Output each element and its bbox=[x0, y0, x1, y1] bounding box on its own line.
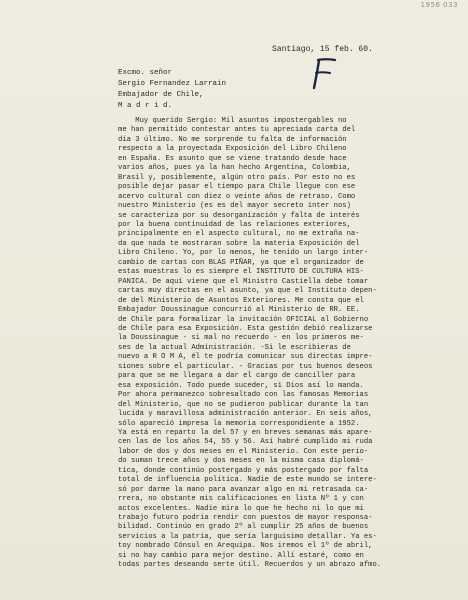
body-line: varios años, pues ya la han hecho Argentina, Colombia, bbox=[118, 164, 351, 173]
body-line: esa exposición. Todo puede suceder, si Dios así lo manda. bbox=[118, 381, 364, 390]
body-line: Ya está en reparto la del 57 y en breves semanas más apare- bbox=[118, 428, 373, 437]
body-line: actos excelentes. Nadie mira lo que he hecho ni lo que mi bbox=[118, 504, 364, 513]
body-line: nuestro Ministerio (es es del mayor secreto inter nos) bbox=[118, 202, 351, 211]
body-line: todas partes deseando serte útil. Recuerdos y un abrazo afmo. bbox=[118, 561, 382, 570]
body-line: por la buena continuidad de las relaciones exteriores, bbox=[118, 220, 351, 229]
body-line: PANICA. De aquí viene que el Ministro Castiella debe tomar bbox=[118, 277, 369, 286]
body-line: tica, donde continúo postergado y más postergado por falta bbox=[118, 466, 369, 475]
body-line: posible dejar pasar el tiempo para Chile llegue con ese bbox=[118, 183, 356, 192]
body-line: Muy querido Sergio: Mil asuntos impostergables no bbox=[118, 117, 347, 125]
body-line: para que se me llegara a dar el cargo de canciller para bbox=[118, 372, 356, 381]
body-line: ses de la actual Administración. -Si le escribieras de bbox=[118, 343, 351, 352]
letter-date: Santiago, 15 feb. 60. bbox=[272, 45, 373, 54]
body-line: rrera, no obstante mis calificaciones en lista Nº 1 y con bbox=[118, 495, 364, 504]
address-line: Sergio Fernandez Larrain bbox=[118, 80, 227, 88]
body-line: nuevo a R O M A, él te podría comunicar sus directas impre- bbox=[118, 353, 373, 362]
letter-body bbox=[118, 117, 381, 571]
body-line: día 3 último. No me sorprende tu falta de información bbox=[118, 135, 347, 144]
body-line: si no hay cambio para mejor destino. Allí estaré, como en bbox=[118, 551, 364, 560]
address-line: M a d r i d. bbox=[118, 102, 173, 110]
address-line: Embajador de Chile, bbox=[118, 91, 204, 99]
body-line: bilidad. Continúo en grado 2º al cumplir 25 años de buenos bbox=[118, 523, 369, 532]
body-line: Libro Chileno. Yo, por lo menos, he tenido un largo inter- bbox=[118, 249, 369, 258]
body-line: cartas muy directas en el asunto, ya que el Instituto depen- bbox=[118, 287, 377, 296]
body-line: da que nada te mostraran sobre la materia Exposición del bbox=[118, 239, 360, 248]
body-line: la Doussinague - si mal no recuerdo - en los primeros me- bbox=[118, 334, 364, 343]
body-line: me han permitido contestar antes tu apreciada carta del bbox=[118, 126, 356, 135]
recipient-address-block bbox=[118, 68, 226, 112]
body-line: de Chile para formalizar la invitación OFICIAL al Gobierno bbox=[118, 315, 369, 324]
body-line: servicios a la patria, que sería larguísimo detallar. Ya es- bbox=[118, 532, 377, 541]
body-line: en España. Es asunto que se viene tratando desde hace bbox=[118, 154, 347, 163]
body-line: só por darme la mano para avanzar algo en mi retrasada ca- bbox=[118, 485, 369, 494]
body-line: lucida y maravillosa administración anterior. En seis años, bbox=[118, 410, 373, 419]
body-line: estas muestras lo es siempre el INSTITUTO DE CULTURA HIS- bbox=[118, 268, 364, 277]
address-line: Excmo. señor bbox=[118, 69, 173, 77]
body-line: do suman trece años y dos meses en la misma casa diplomá- bbox=[118, 457, 364, 466]
body-line: respecto a la proyectada Exposición del Libro Chileno bbox=[118, 145, 347, 154]
body-line: acervo cultural con diez o veinte años de retraso. Como bbox=[118, 192, 356, 201]
body-line: siones sobre el particular. - Gracias por tus buenos deseos bbox=[118, 362, 373, 371]
body-line: Brasil y, posiblemente, algún otro país. Por esto no es bbox=[118, 173, 356, 182]
body-line: Por ahora permanezco sobresaltado con las famosas Memorias bbox=[118, 391, 369, 400]
body-line: del Ministerio, que no se pudieron publicar durante la tan bbox=[118, 400, 369, 409]
body-line: cen las de los años 54, 55 y 56. Así habré cumplido mi ruda bbox=[118, 438, 373, 447]
handwritten-initial-mark bbox=[308, 58, 338, 90]
body-line: labor de dos y dos meses en el Ministerio. Con este perío- bbox=[118, 447, 369, 456]
body-line: de Chile para esa Exposición. Esta gestión debió realizarse bbox=[118, 324, 373, 333]
archive-reference-number: 1956 033 bbox=[420, 1, 458, 9]
body-line: Embajador Doussinague concurrió al Ministerio de RR. EE. bbox=[118, 306, 360, 315]
body-line: total de influencia política. Nadie de este mundo se intere- bbox=[118, 476, 377, 485]
body-line: toy nombrado Cónsul en Arequipa. Nos iremos el 1º de abril, bbox=[118, 542, 373, 551]
body-line: de del Ministerio de Asuntos Exteriores. Me consta que el bbox=[118, 296, 364, 305]
body-line: principalmente en el aspecto cultural, no me extraña na- bbox=[118, 230, 360, 239]
body-line: sólo apareció impresa la memoria correspondiente a 1952. bbox=[118, 419, 360, 428]
body-line: cambio de cartas con BLAS PIÑAR, ya que el organizador de bbox=[118, 258, 364, 267]
body-line: se caracteriza por su desorganización y falta de interés bbox=[118, 211, 360, 220]
body-line: trabajo futuro podría rendir con puestos de mayor responsa- bbox=[118, 514, 373, 523]
